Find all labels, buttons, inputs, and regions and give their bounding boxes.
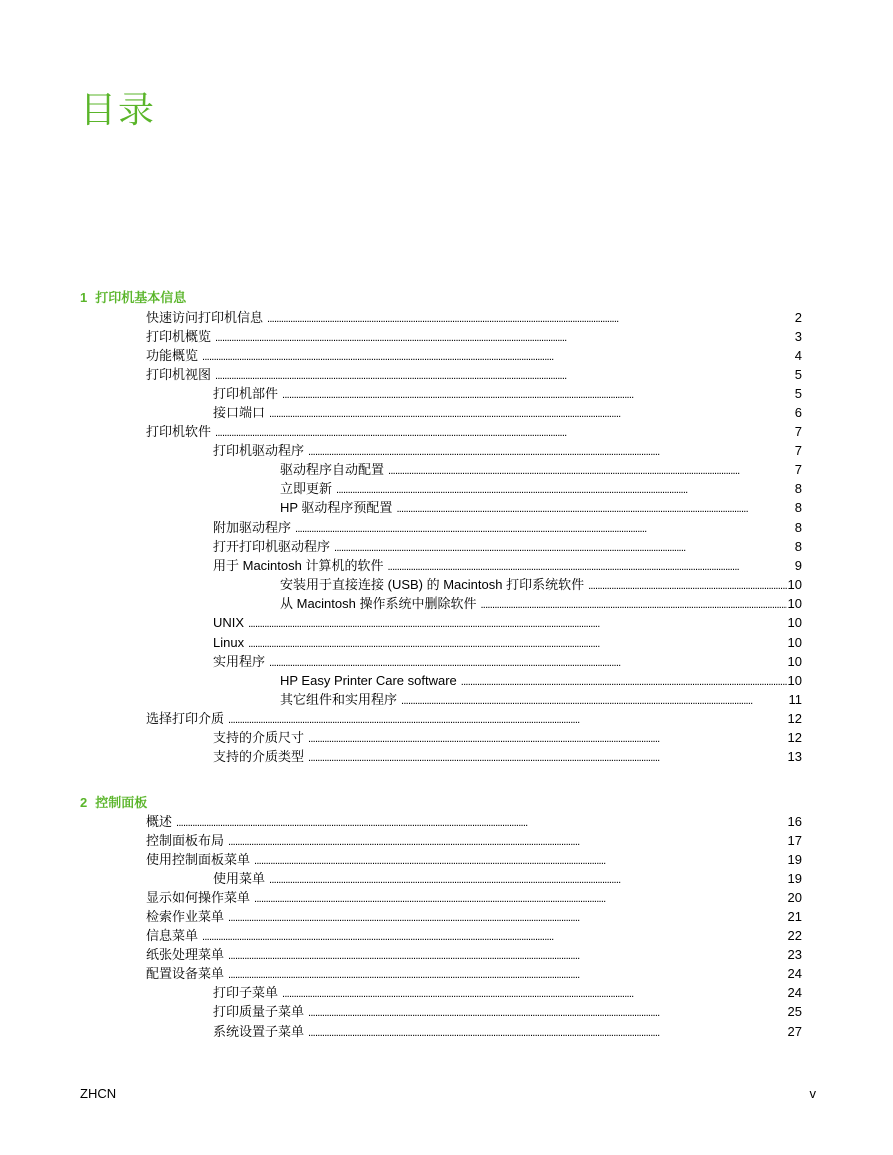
toc-entry-label: 打印机部件	[213, 386, 279, 401]
toc-entry[interactable]	[146, 308, 802, 327]
toc-entry[interactable]	[213, 403, 802, 422]
toc-entry-label: 从 Macintosh 操作系统中删除软件	[280, 596, 477, 611]
toc-entry-page: 10	[787, 596, 802, 611]
chapter-number: 1	[80, 290, 88, 305]
dot-leader	[396, 498, 793, 517]
toc-entry-label: 实用程序	[213, 654, 266, 669]
toc-entry-page: 10	[787, 635, 802, 650]
toc-entry[interactable]	[280, 671, 802, 690]
toc-entry-label: 信息菜单	[146, 928, 199, 943]
toc-entry-label: 用于 Macintosh 计算机的软件	[213, 558, 384, 573]
toc-entry-label: 其它组件和实用程序	[280, 692, 398, 707]
toc-entry-page: 7	[794, 462, 802, 477]
toc-entry-label: 控制面板布局	[146, 833, 225, 848]
chapter-number: 2	[80, 795, 88, 810]
toc-entry-label: 打印子菜单	[213, 985, 279, 1000]
dot-leader	[269, 869, 787, 888]
toc-entry[interactable]	[146, 365, 802, 384]
toc-entry-page: 16	[787, 814, 802, 829]
toc-entry-page: 9	[794, 558, 802, 573]
chapter-1-heading[interactable]	[80, 289, 186, 307]
toc-entry[interactable]	[213, 728, 802, 747]
chapter-2-heading[interactable]	[80, 794, 147, 812]
toc-entry-page: 7	[794, 443, 802, 458]
toc-entry[interactable]	[213, 613, 802, 632]
toc-entry[interactable]	[280, 460, 802, 479]
dot-leader	[248, 633, 786, 652]
toc-entry-page: 19	[787, 871, 802, 886]
toc-entry[interactable]	[280, 690, 802, 709]
toc-entry[interactable]	[146, 346, 802, 365]
toc-entry-page: 5	[794, 386, 802, 401]
dot-leader	[388, 460, 794, 479]
dot-leader	[461, 671, 787, 690]
toc-entry-label: 显示如何操作菜单	[146, 890, 251, 905]
toc-entry-label: HP Easy Printer Care software	[280, 673, 457, 688]
dot-leader	[215, 365, 794, 384]
dot-leader	[334, 537, 794, 556]
footer-page-number: v	[809, 1086, 816, 1101]
toc-entry[interactable]	[213, 384, 802, 403]
toc-entry-label: 使用控制面板菜单	[146, 852, 251, 867]
toc-entry[interactable]	[213, 1022, 802, 1041]
toc-entry-label: 功能概览	[146, 348, 199, 363]
toc-entry[interactable]	[213, 441, 802, 460]
dot-leader	[308, 728, 787, 747]
toc-entry[interactable]	[213, 652, 802, 671]
dot-leader	[254, 850, 787, 869]
chapter-title: 打印机基本信息	[95, 290, 187, 305]
toc-entry[interactable]	[280, 479, 802, 498]
toc-entry-label: 打印机软件	[146, 424, 212, 439]
toc-entry-label: 驱动程序自动配置	[280, 462, 385, 477]
toc-entry-page: 22	[787, 928, 802, 943]
dot-leader	[282, 983, 787, 1002]
dot-leader	[336, 479, 794, 498]
dot-leader	[282, 384, 794, 403]
toc-entry[interactable]	[280, 575, 802, 594]
toc-entry[interactable]	[146, 888, 802, 907]
toc-entry-label: 纸张处理菜单	[146, 947, 225, 962]
dot-leader	[228, 945, 787, 964]
toc-entry-label: Linux	[213, 635, 245, 650]
chapter-title: 控制面板	[95, 795, 148, 810]
toc-entry-label: 安装用于直接连接 (USB) 的 Macintosh 打印系统软件	[280, 577, 585, 592]
toc-entry-page: 8	[794, 500, 802, 515]
toc-entry[interactable]	[146, 907, 802, 926]
toc-entry[interactable]	[280, 498, 802, 517]
toc-entry[interactable]	[146, 812, 802, 831]
toc-entry[interactable]	[146, 422, 802, 441]
toc-entry-page: 6	[794, 405, 802, 420]
toc-entry[interactable]	[146, 850, 802, 869]
toc-entry-page: 10	[787, 673, 802, 688]
dot-leader	[248, 613, 786, 632]
toc-entry[interactable]	[213, 633, 802, 652]
toc-entry-page: 5	[794, 367, 802, 382]
toc-entry-page: 27	[787, 1024, 802, 1039]
toc-entry-label: 打印机概览	[146, 329, 212, 344]
toc-entry[interactable]	[213, 983, 802, 1002]
toc-entry-page: 13	[787, 749, 802, 764]
toc-entry[interactable]	[213, 518, 802, 537]
dot-leader	[308, 747, 787, 766]
toc-entry[interactable]	[146, 945, 802, 964]
toc-entry[interactable]	[213, 1002, 802, 1021]
toc-entry[interactable]	[213, 747, 802, 766]
dot-leader	[228, 964, 787, 983]
toc-entry-label: 检索作业菜单	[146, 909, 225, 924]
dot-leader	[215, 422, 794, 441]
page-title: 目录	[80, 89, 157, 130]
dot-leader	[588, 575, 786, 594]
toc-entry-page: 8	[794, 520, 802, 535]
toc-entry-label: 接口端口	[213, 405, 266, 420]
toc-entry-page: 3	[794, 329, 802, 344]
dot-leader	[202, 346, 794, 365]
dot-leader	[401, 690, 787, 709]
toc-entry-page: 10	[787, 654, 802, 669]
toc-entry[interactable]	[213, 537, 802, 556]
toc-entry-page: 12	[787, 730, 802, 745]
toc-entry[interactable]	[146, 964, 802, 983]
toc-entry-label: 附加驱动程序	[213, 520, 292, 535]
dot-leader	[269, 652, 787, 671]
toc-entry[interactable]	[280, 594, 802, 613]
toc-entry-label: 配置设备菜单	[146, 966, 225, 981]
toc-entry-page: 11	[788, 692, 802, 707]
footer-language-code: ZHCN	[80, 1086, 117, 1101]
toc-entry-page: 23	[787, 947, 802, 962]
toc-entry-page: 24	[787, 966, 802, 981]
dot-leader	[308, 441, 794, 460]
toc-entry[interactable]	[213, 556, 802, 575]
toc-entry-page: 17	[787, 833, 802, 848]
toc-entry-label: 打开打印机驱动程序	[213, 539, 331, 554]
toc-entry-page: 19	[787, 852, 802, 867]
dot-leader	[308, 1002, 787, 1021]
dot-leader	[480, 594, 786, 613]
dot-leader	[228, 709, 787, 728]
dot-leader	[387, 556, 793, 575]
toc-entry-label: 打印机驱动程序	[213, 443, 305, 458]
toc-entry-page: 20	[787, 890, 802, 905]
dot-leader	[228, 907, 787, 926]
toc-entry[interactable]	[146, 926, 802, 945]
toc-entry-page: 8	[794, 539, 802, 554]
toc-entry-label: 系统设置子菜单	[213, 1024, 305, 1039]
toc-entry-page: 10	[787, 577, 802, 592]
toc-entry-page: 12	[787, 711, 802, 726]
toc-entry-label: 打印机视图	[146, 367, 212, 382]
dot-leader	[267, 308, 794, 327]
dot-leader	[254, 888, 787, 907]
toc-entry[interactable]	[146, 327, 802, 346]
toc-entry-page: 8	[794, 481, 802, 496]
toc-entry-label: 概述	[146, 814, 173, 829]
toc-entry-page: 10	[787, 615, 802, 630]
dot-leader	[228, 831, 787, 850]
toc-entry-label: 使用菜单	[213, 871, 266, 886]
toc-entry-page: 2	[794, 310, 802, 325]
toc-entry-page: 4	[794, 348, 802, 363]
toc-entry-label: 快速访问打印机信息	[146, 310, 264, 325]
dot-leader	[295, 518, 794, 537]
toc-entry-label: 支持的介质尺寸	[213, 730, 305, 745]
dot-leader	[202, 926, 787, 945]
dot-leader	[215, 327, 794, 346]
toc-entry-label: 立即更新	[280, 481, 333, 496]
toc-entry-label: 打印质量子菜单	[213, 1004, 305, 1019]
toc-entry-label: UNIX	[213, 615, 245, 630]
toc-entry-label: 选择打印介质	[146, 711, 225, 726]
toc-entry[interactable]	[146, 831, 802, 850]
dot-leader	[308, 1022, 787, 1041]
toc-entry-label: HP 驱动程序预配置	[280, 500, 393, 515]
dot-leader	[269, 403, 794, 422]
toc-entry-page: 21	[787, 909, 802, 924]
toc-entry-label: 支持的介质类型	[213, 749, 305, 764]
dot-leader	[176, 812, 787, 831]
toc-entry-page: 25	[787, 1004, 802, 1019]
toc-entry[interactable]	[146, 709, 802, 728]
toc-entry-page: 24	[787, 985, 802, 1000]
toc-entry-page: 7	[794, 424, 802, 439]
toc-entry[interactable]	[213, 869, 802, 888]
